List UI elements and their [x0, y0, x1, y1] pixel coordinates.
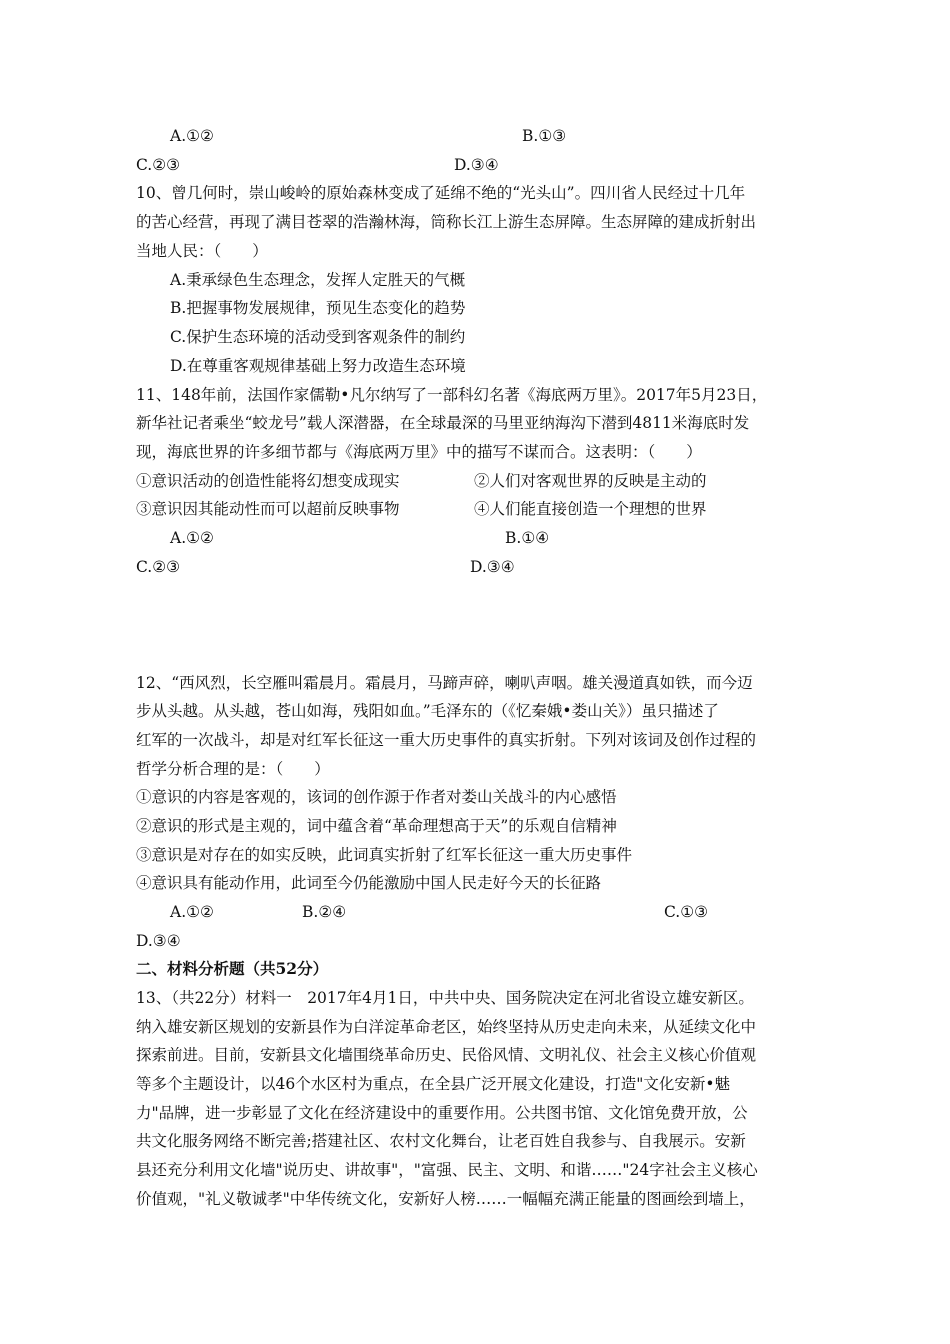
- q13-material-line: 等多个主题设计，以46个水区村为重点，在全县广泛开展文化建设，打造"文化安新•魅: [136, 1075, 730, 1093]
- q12-option-c: C.①③: [664, 903, 709, 921]
- q9-option-d: D.③④: [454, 156, 499, 174]
- q11-stem-line: 11、148年前，法国作家儒勒•凡尔纳写了一部科幻名著《海底两万里》。2017年5月23日，: [136, 386, 768, 404]
- q10-option-d: D.在尊重客观规律基础上努力改造生态环境: [170, 357, 466, 375]
- q12-option-a: A.①②: [170, 903, 214, 921]
- q10-stem-line: 当地人民：（ ）: [136, 242, 268, 260]
- q9-option-c: C.②③: [136, 156, 181, 174]
- q11-item-4: ④人们能直接创造一个理想的世界: [474, 500, 707, 518]
- section-heading: 二、材料分析题（共52分）: [136, 959, 329, 978]
- q10-stem-line: 10、曾几何时，崇山峻岭的原始森林变成了延绵不绝的“光头山”。四川省人民经过十几年: [136, 184, 746, 202]
- q13-material-line: 纳入雄安新区规划的安新县作为白洋淀革命老区，始终坚持从历史走向未来，从延续文化中: [136, 1018, 757, 1036]
- q9-option-a: A.①②: [170, 127, 214, 145]
- q11-option-b: B.①④: [505, 529, 550, 547]
- q9-option-b: B.①③: [522, 127, 567, 145]
- q11-option-d: D.③④: [470, 558, 515, 576]
- q12-stem-line: 12、“西风烈，长空雁叫霜晨月。霜晨月，马蹄声碎，喇叭声咽。雄关漫道真如铁，而今迈: [136, 674, 753, 692]
- q12-stem-line: 哲学分析合理的是：（ ）: [136, 760, 330, 778]
- q12-option-b: B.②④: [302, 903, 347, 921]
- q13-material-line: 县还充分利用文化墙"说历史、讲故事"，"富强、民主、文明、和谐……"24字社会主义核心: [136, 1161, 758, 1179]
- q12-item-3: ③意识是对存在的如实反映，此词真实折射了红军长征这一重大历史事件: [136, 846, 633, 864]
- q12-option-d: D.③④: [136, 932, 181, 950]
- q12-item-4: ④意识具有能动作用，此词至今仍能激励中国人民走好今天的长征路: [136, 874, 602, 892]
- q13-material-line: 力"品牌，进一步彰显了文化在经济建设中的重要作用。公共图书馆、文化馆免费开放，公: [136, 1104, 748, 1122]
- q13-material-line: 价值观，"礼义敬诚孝"中华传统文化，安新好人榜……一幅幅充满正能量的图画绘到墙上，: [136, 1190, 755, 1208]
- q10-option-c: C.保护生态环境的活动受到客观条件的制约: [170, 328, 466, 346]
- q10-option-a: A.秉承绿色生态理念，发挥人定胜天的气概: [170, 271, 466, 289]
- q13-material-line: 13、（共22分）材料一 2017年4月1日，中共中央、国务院决定在河北省设立雄安新区。: [136, 989, 754, 1007]
- q11-option-a: A.①②: [170, 529, 214, 547]
- q13-material-line: 探索前进。目前，安新县文化墙围绕革命历史、民俗风情、文明礼仪、社会主义核心价值观: [136, 1046, 757, 1064]
- q12-item-1: ①意识的内容是客观的，该词的创作源于作者对娄山关战斗的内心感悟: [136, 788, 617, 806]
- q11-stem-line: 新华社记者乘坐“蛟龙号”载人深潜器，在全球最深的马里亚纳海沟下潜到4811米海底时发: [136, 414, 750, 432]
- q11-item-3: ③意识因其能动性而可以超前反映事物: [136, 500, 400, 518]
- q12-item-2: ②意识的形式是主观的，词中蕴含着“革命理想高于天”的乐观自信精神: [136, 817, 617, 835]
- q10-option-b: B.把握事物发展规律，预见生态变化的趋势: [170, 299, 466, 317]
- q12-stem-line: 步从头越。从头越，苍山如海，残阳如血。”毛泽东的（《忆秦娥•娄山关》）虽只描述了: [136, 702, 719, 720]
- q11-item-1: ①意识活动的创造性能将幻想变成现实: [136, 472, 400, 490]
- q11-option-c: C.②③: [136, 558, 181, 576]
- q10-stem-line: 的苦心经营，再现了满目苍翠的浩瀚林海，筒称长江上游生态屏障。生态屏障的建成折射出: [136, 213, 757, 231]
- q11-stem-line: 现，海底世界的许多细节都与《海底两万里》中的描写不谋而合。这表明：（ ）: [136, 443, 702, 461]
- q13-material-line: 共文化服务网络不断完善;搭建社区、农村文化舞台，让老百姓自我参与、自我展示。安新: [136, 1132, 746, 1150]
- q11-item-2: ②人们对客观世界的反映是主动的: [474, 472, 707, 490]
- q12-stem-line: 红军的一次战斗，却是对红军长征这一重大历史事件的真实折射。下列对该词及创作过程的: [136, 731, 757, 749]
